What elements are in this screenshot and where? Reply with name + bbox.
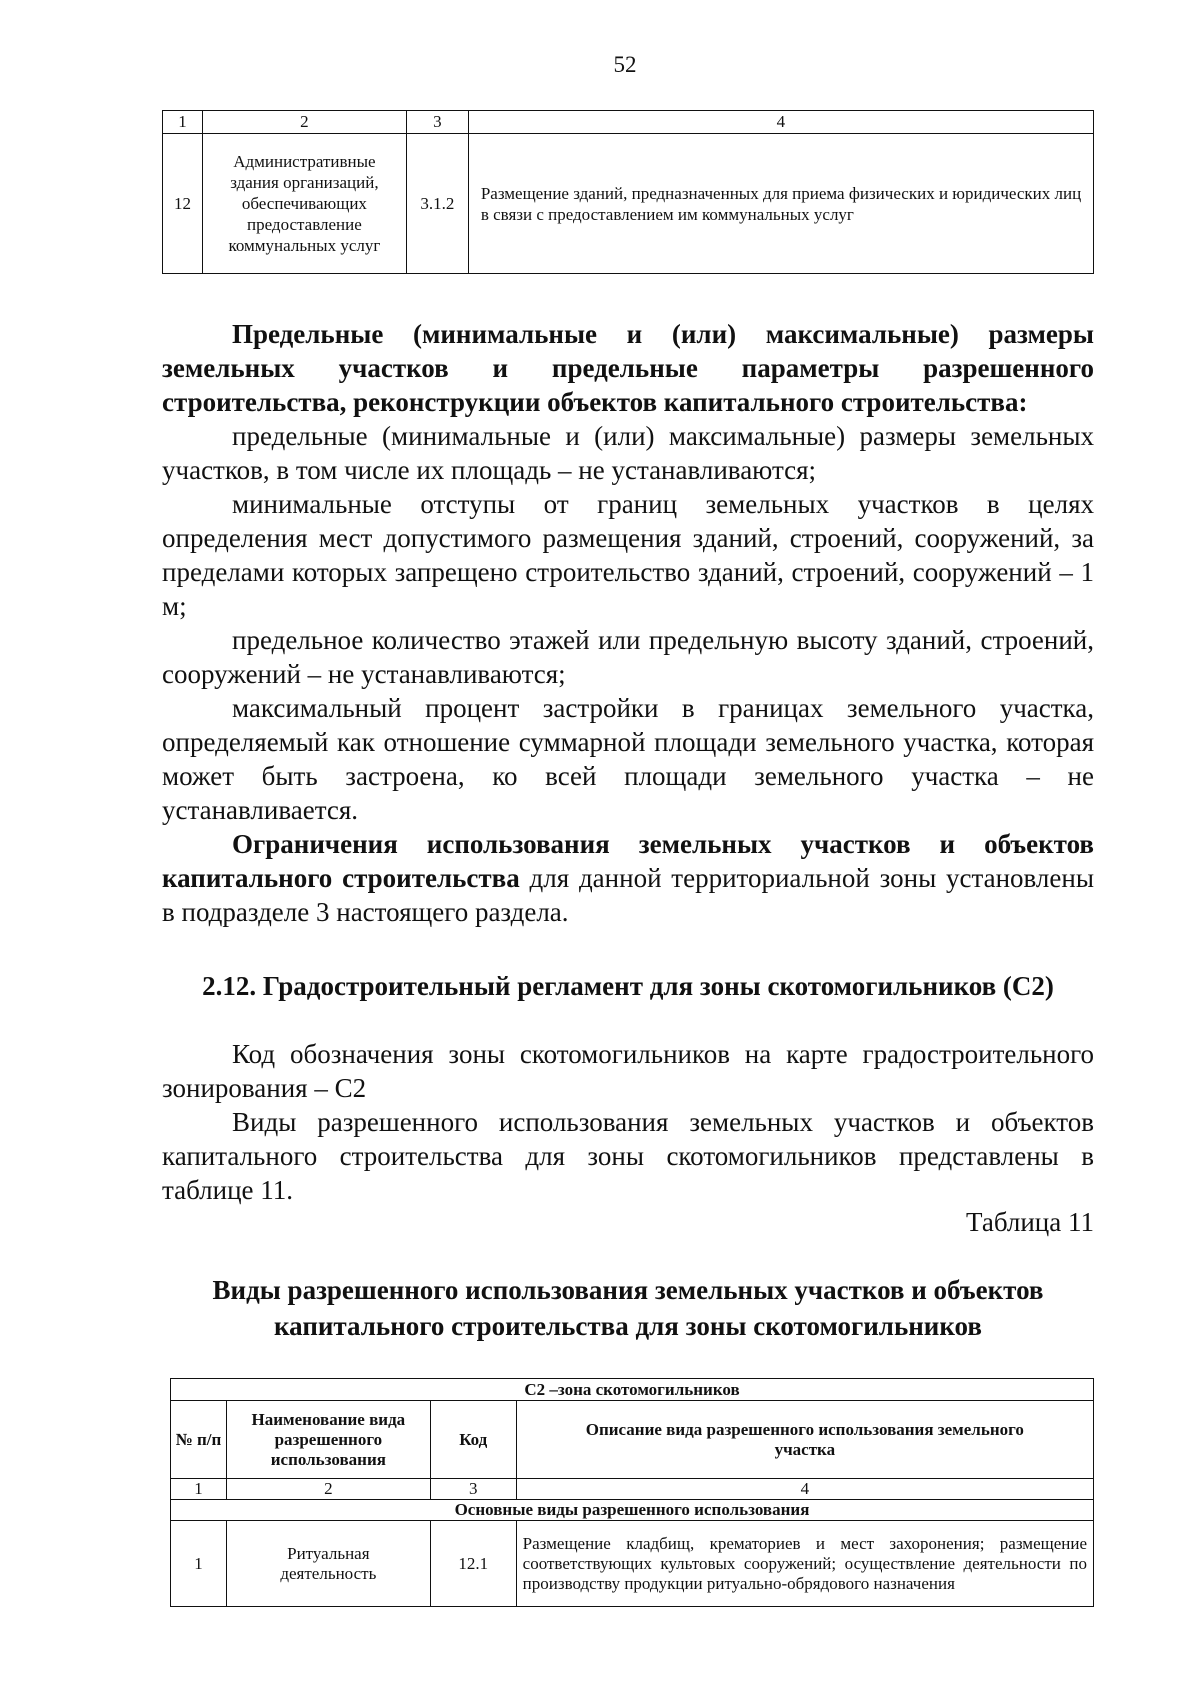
table-cell: 2 [202,111,406,134]
table-label: Таблица 11 [966,1207,1094,1237]
zone-header-row [171,1379,1094,1401]
table-cell: 3 [430,1479,516,1500]
section-2-12-body [162,1037,1094,1207]
table-cell: 2 [226,1479,430,1500]
section-row [171,1500,1094,1521]
use-code: 3.1.2 [406,134,468,274]
limits-paragraph: предельные (минимальные и (или) максимальные) размеры земельных участков, в том числе их площадь – не устанавливаются; [162,421,1094,485]
column-header: № п/п [171,1401,227,1479]
table-cell: 4 [468,111,1093,134]
table-cell: 3 [406,111,468,134]
limits-paragraph: минимальные отступы от границ земельных участков в целях определения мест допустимого размещения зданий, строений, сооружений, за пределами которых запрещено строительство зданий, строений, сооружений – 1 м; [162,489,1094,621]
section-row-label: Основные виды разрешенного использования [171,1500,1094,1521]
column-header: Наименование вида разрешенного использования [226,1401,430,1479]
table-cell: 4 [516,1479,1093,1500]
zone-header: С2 –зона скотомогильников [171,1379,1094,1401]
limits-paragraph: предельное количество этажей или предельную высоту зданий, строений, сооружений – не устанавливаются; [162,625,1094,689]
table-11 [170,1378,1094,1607]
row-number: 1 [171,1521,227,1607]
use-description: Размещение зданий, предназначенных для приема физических и юридических лиц в связи с предоставлением им коммунальных услуг [468,134,1093,274]
column-header: Описание вида разрешенного использования земельного участка [516,1401,1093,1479]
section-heading: 2.12. Градостроительный регламент для зоны скотомогильников (С2) [202,971,1054,1001]
limits-paragraph: максимальный процент застройки в границах земельного участка, определяемый как отношение суммарной площади земельного участка, которая может быть застроена, ко всей площади земельного участка – не устанавливается. [162,693,1094,825]
restrictions-rest: для данной территориальной зоны установлены в подразделе 3 настоящего раздела. [162,863,1094,927]
zone-code-paragraph: Код обозначения зоны скотомогильников на карте градостроительного зонирования – С2 [162,1039,1094,1103]
limits-heading: Предельные (минимальные и (или) максимальные) размеры земельных участков и предельные параметры разрешенного строительства, реконструкции объектов капитального строительства: [162,319,1094,417]
row-number: 12 [163,134,203,274]
use-name: Ритуальная деятельность [226,1521,430,1607]
limits-section [162,317,1094,929]
column-header-row [171,1401,1094,1479]
restrictions-bold: Ограничения использования земельных участков и объектов капитального строительства [162,829,1094,893]
page-number: 52 [613,52,637,77]
table-row [171,1521,1094,1607]
table-title-line: Виды разрешенного использования земельных участков и объектов [212,1275,1044,1305]
restrictions-paragraph [162,827,1094,929]
use-description: Размещение кладбищ, крематориев и мест захоронения; размещение соответствующих культовых сооружений; осуществление деятельности по производству продукции ритуально-обрядового назначения [516,1521,1093,1607]
table-title-line: капитального строительства для зоны скотомогильников [274,1311,982,1341]
table-row [163,134,1094,274]
column-number-row [171,1479,1094,1500]
use-name: Административные здания организаций, обеспечивающих предоставление коммунальных услуг [202,134,406,274]
column-header: Код [430,1401,516,1479]
table-cell: 1 [171,1479,227,1500]
table-title [162,1272,1094,1344]
uses-paragraph: Виды разрешенного использования земельных участков и объектов капитального строительства для зоны скотомогильников представлены в таблице 11. [162,1107,1094,1205]
continuation-table [162,110,1094,274]
table-column-numbers [163,111,1094,134]
use-code: 12.1 [430,1521,516,1607]
table-cell: 1 [163,111,203,134]
